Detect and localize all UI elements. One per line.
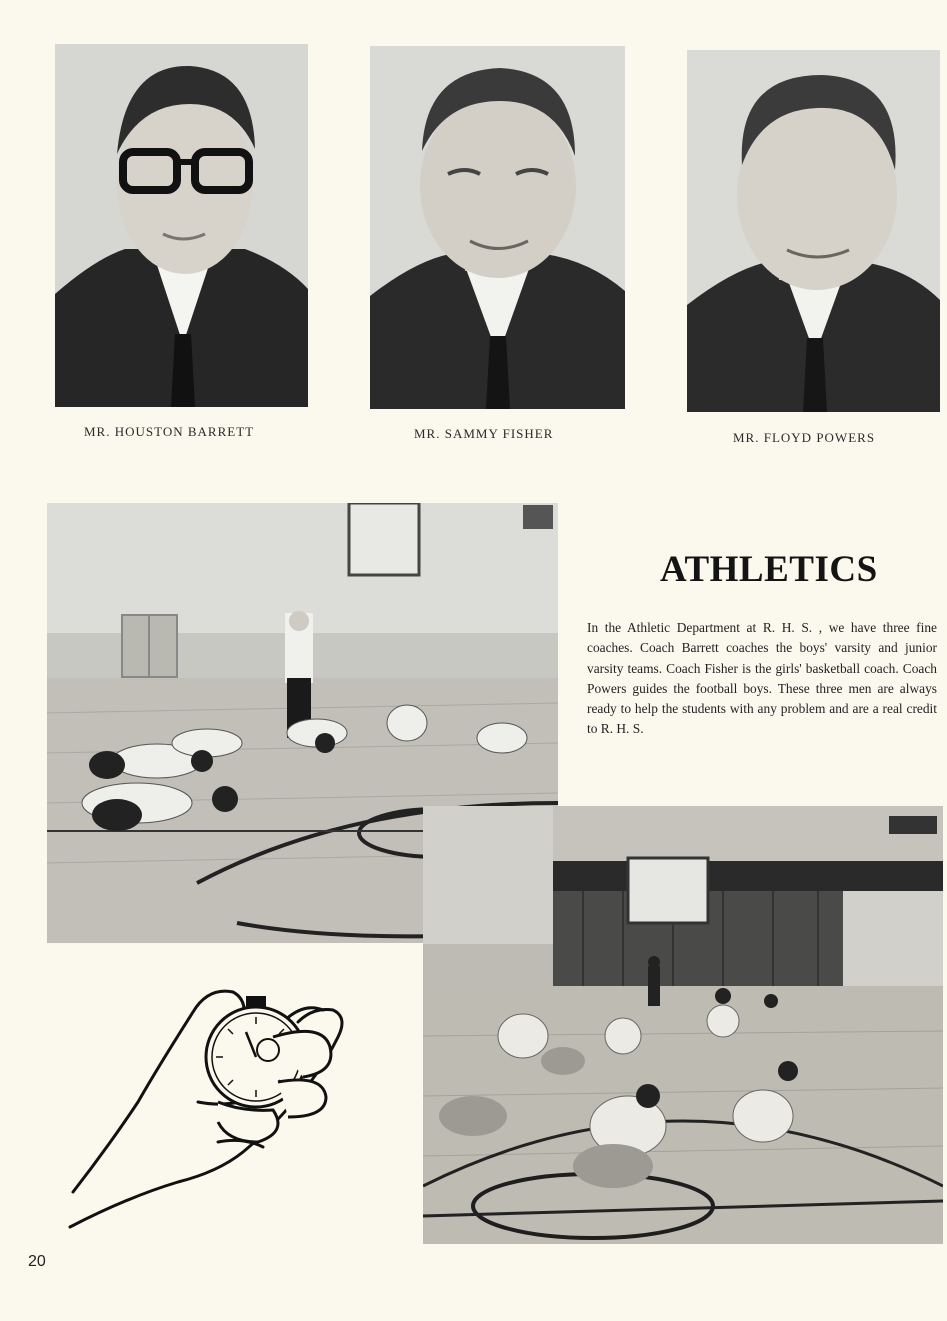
portrait-caption-powers: MR. FLOYD POWERS	[733, 430, 876, 445]
portrait-caption-barrett: MR. HOUSTON BARRETT	[84, 424, 255, 439]
portrait-caption-fisher: MR. SAMMY FISHER	[414, 426, 554, 441]
gym-photo-girls-exercise	[423, 806, 943, 1244]
hand-holding-stopwatch-icon	[68, 982, 358, 1230]
section-body-text: In the Athletic Department at R. H. S. , we have three fine coaches. Coach Barrett coaches the boys' varsity and junior varsity teams. Coach Fisher is the girls' basketball coach. Coach Powers guides the football boys. These three men are always ready to help the students with any problem and are a real credit to R. H. S.	[587, 620, 937, 737]
portrait-photo-powers	[687, 50, 940, 412]
section-title: ATHLETICS	[660, 549, 878, 590]
page-number: 20	[28, 1253, 46, 1270]
portrait-photo-fisher	[370, 46, 625, 409]
portrait-photo-barrett	[55, 44, 308, 407]
